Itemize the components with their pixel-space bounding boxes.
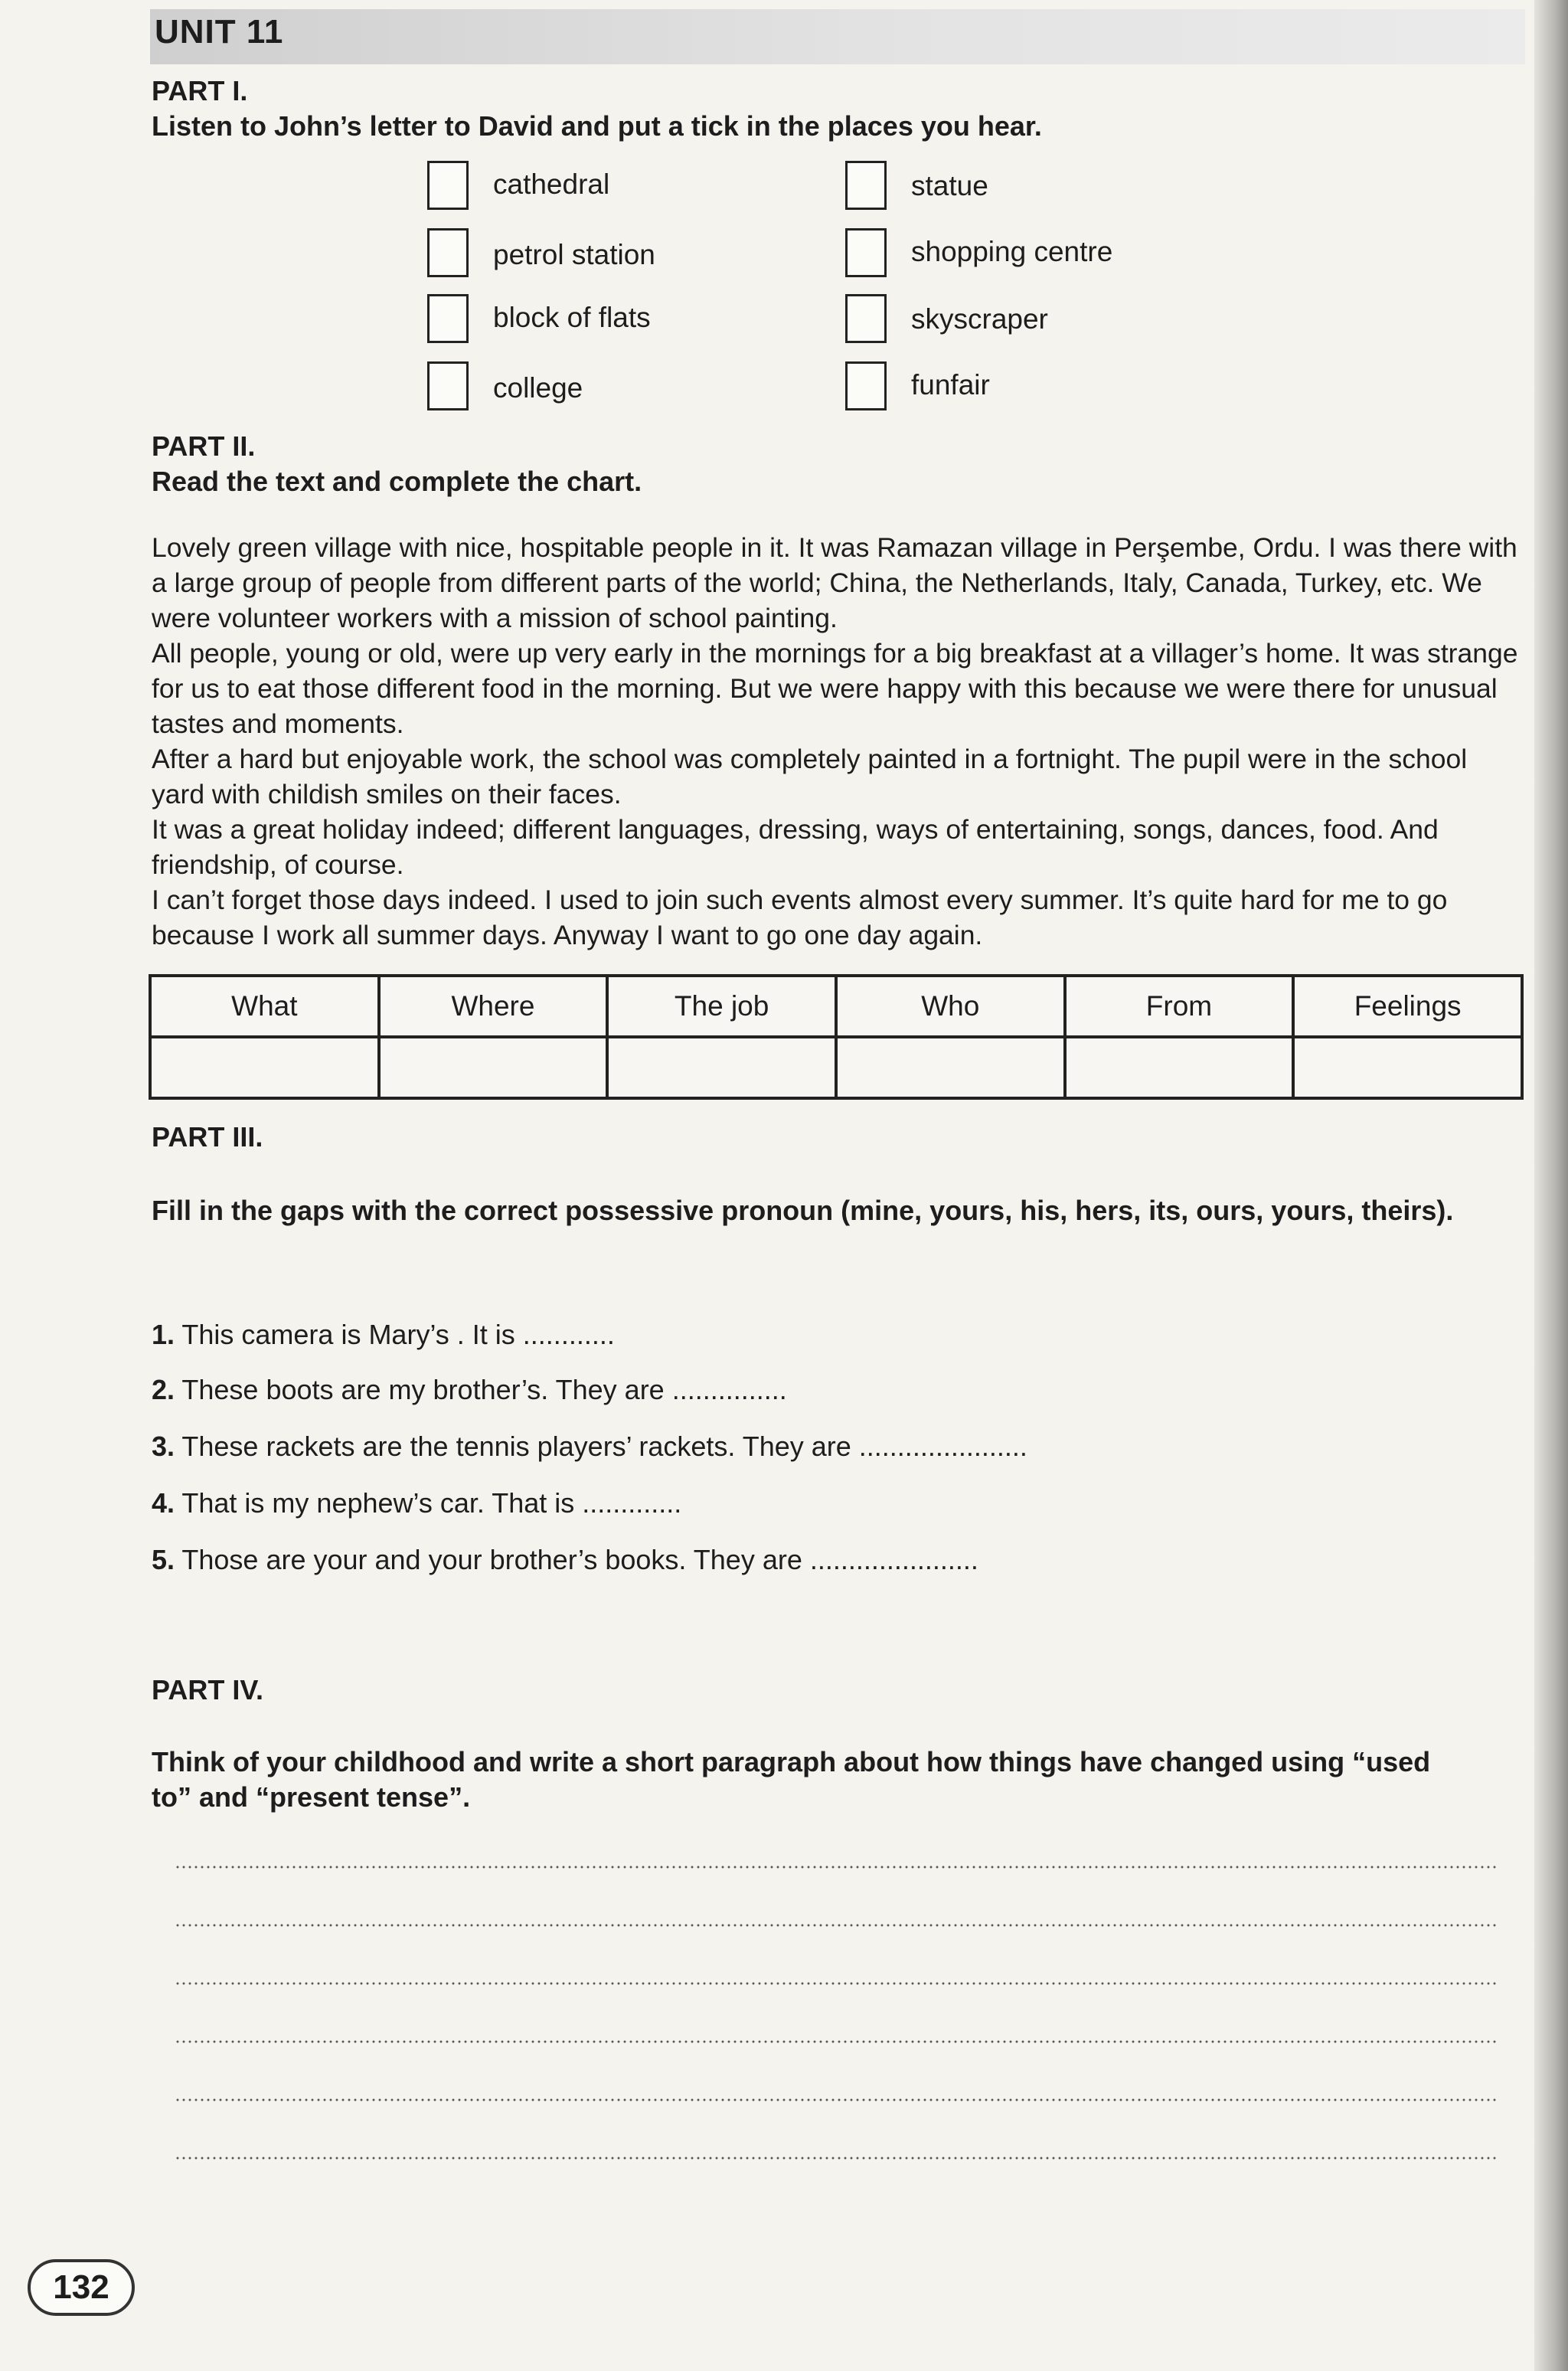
passage-paragraph: All people, young or old, were up very early in the mornings for a big breakfast at a villager’s home. It was strange for us to eat those different food in the morning. But we were happy with this because we were there for unusual tastes and moments. [152, 638, 1518, 739]
checkbox-label: shopping centre [911, 236, 1113, 267]
checkbox-block-of-flats[interactable] [427, 294, 469, 343]
writing-line[interactable] [175, 2040, 1499, 2043]
page-number: 132 [28, 2259, 135, 2316]
item-text: These rackets are the tennis players’ rackets. They are ...................... [181, 1431, 1027, 1462]
exercise-item [152, 1317, 615, 1352]
chart-answer-cell-job[interactable] [609, 1038, 835, 1097]
part4-heading: PART IV. [152, 1674, 264, 1705]
chart-answer-cell-feelings[interactable] [1295, 1038, 1521, 1097]
item-text: That is my nephew’s car. That is ............. [181, 1487, 682, 1519]
chart-answer-row [152, 1038, 1521, 1097]
item-number: 2. [152, 1374, 175, 1405]
checkbox-label: cathedral [493, 168, 610, 200]
chart-header-cell: Feelings [1295, 977, 1521, 1035]
writing-line[interactable] [175, 2157, 1499, 2160]
part3-instruction: Fill in the gaps with the correct possessive pronoun (mine, yours, his, hers, its, ours, yours, theirs). [152, 1195, 1454, 1226]
checkbox-college[interactable] [427, 361, 469, 410]
writing-line[interactable] [175, 1866, 1499, 1869]
page-edge-shadow [1534, 0, 1568, 2371]
item-number: 1. [152, 1319, 175, 1350]
part2-heading: PART II. [152, 430, 256, 462]
chart-header-cell: From [1067, 977, 1292, 1035]
chart-header-cell: Where [381, 977, 606, 1035]
checkbox-cathedral[interactable] [427, 161, 469, 210]
exercise-item [152, 1372, 787, 1408]
reading-passage [152, 530, 1522, 953]
passage-paragraph: I can’t forget those days indeed. I used to join such events almost every summer. It’s quite hard for me to go because I work all summer days. Anyway I want to go one day again. [152, 885, 1448, 950]
chart-answer-cell-what[interactable] [152, 1038, 377, 1097]
chart-header-cell: Who [838, 977, 1063, 1035]
checkbox-label: petrol station [493, 239, 655, 270]
checkbox-skyscraper[interactable] [845, 294, 887, 343]
item-text: Those are your and your brother’s books. They are ...................... [181, 1544, 978, 1575]
checkbox-label: block of flats [493, 302, 651, 333]
checkbox-label: college [493, 372, 583, 404]
exercise-item [152, 1486, 681, 1521]
checkbox-petrol-station[interactable] [427, 228, 469, 277]
part1-instruction: Listen to John’s letter to David and put a tick in the places you hear. [152, 110, 1042, 142]
checkbox-statue[interactable] [845, 161, 887, 210]
passage-paragraph: It was a great holiday indeed; different languages, dressing, ways of entertaining, songs, dances, food. And friendship, of course. [152, 814, 1439, 880]
exercise-item [152, 1542, 978, 1578]
unit-header-bar [150, 9, 1525, 64]
unit-title: UNIT 11 [155, 13, 284, 51]
chart-answer-cell-who[interactable] [838, 1038, 1063, 1097]
item-number: 4. [152, 1487, 175, 1519]
checkbox-label: funfair [911, 369, 990, 401]
part4-instruction: Think of your childhood and write a short paragraph about how things have changed using “used to” and “present tense”. [152, 1746, 1431, 1813]
passage-paragraph: After a hard but enjoyable work, the school was completely painted in a fortnight. The pupil were in the school yard with childish smiles on their faces. [152, 744, 1468, 809]
writing-line[interactable] [175, 1924, 1499, 1927]
chart-answer-cell-where[interactable] [381, 1038, 606, 1097]
chart-answer-cell-from[interactable] [1067, 1038, 1292, 1097]
passage-paragraph: Lovely green village with nice, hospitable people in it. It was Ramazan village in Perşembe, Ordu. I was there with a large group of people from different parts of the world; China, the Netherlands, Italy, Canada, Turkey, etc. We were volunteer workers with a mission of school painting. [152, 532, 1517, 633]
writing-line[interactable] [175, 2098, 1499, 2101]
part3-heading: PART III. [152, 1121, 263, 1153]
checkbox-funfair[interactable] [845, 361, 887, 410]
checkbox-shopping-centre[interactable] [845, 228, 887, 277]
item-number: 5. [152, 1544, 175, 1575]
chart-header-cell: The job [609, 977, 835, 1035]
item-number: 3. [152, 1431, 175, 1462]
chart-header-cell: What [152, 977, 377, 1035]
chart-header-row [152, 977, 1521, 1035]
checkbox-label: skyscraper [911, 303, 1048, 335]
item-text: This camera is Mary’s . It is ............ [181, 1319, 615, 1350]
part1-heading: PART I. [152, 75, 248, 106]
part2-instruction: Read the text and complete the chart. [152, 466, 642, 497]
writing-line[interactable] [175, 1982, 1499, 1985]
checkbox-label: statue [911, 170, 988, 201]
completion-chart [149, 974, 1524, 1100]
exercise-item [152, 1429, 1027, 1464]
item-text: These boots are my brother’s. They are ............... [181, 1374, 787, 1405]
